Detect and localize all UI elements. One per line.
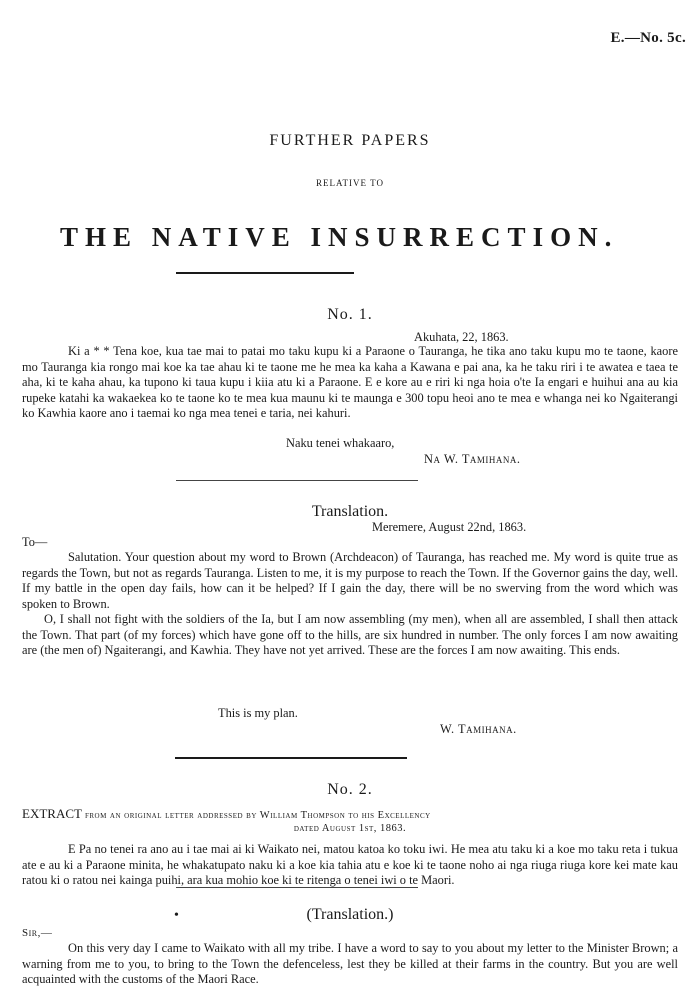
section2-heading: No. 2. bbox=[327, 781, 373, 798]
main-title: THE NATIVE INSURRECTION. bbox=[60, 222, 619, 252]
section2-maori-paragraph: E Pa no tenei ra ano au i tae mai ai ki Waikato nei, matou katoa ko toku iwi. He mea atu taku ki a koe mo taku reta i tukua ate e au ki a Paraone minita, he whakatupato naku ki a koe kia tahia atu e koe ki te taone noho ai nga riuga riuga kore kei mate kau ratou ki o ratou nei kainga puihi, ara kua mohio koe ki te ritenga o tenei iwi o te Maori. bbox=[22, 842, 678, 887]
section1-translation-text bbox=[22, 550, 678, 659]
section1-translation-plan: This is my plan. bbox=[218, 706, 298, 720]
section1-plan-line: Naku tenei whakaaro, bbox=[286, 436, 395, 450]
title-divider bbox=[176, 272, 354, 274]
heading-relative-to: RELATIVE TO bbox=[316, 178, 384, 188]
section2-divider bbox=[175, 757, 407, 759]
section2-translation-paragraph: On this very day I came to Waikato with all my tribe. I have a word to say to you about my letter to the Minister Brown; a warning from me to you, to bring to the Town the defenceless, lest they be killed at their farms in the country. But you are well acquainted with the customs of the Maori Race. bbox=[22, 941, 678, 986]
section1-heading: No. 1. bbox=[327, 306, 373, 323]
section1-date: Akuhata, 22, 1863. bbox=[414, 330, 509, 344]
section1-maori-paragraph: Ki a * * Tena koe, kua tae mai to patai mo taku kupu ki a Paraone o Tauranga, he tika ano taku kupu mo te taone, kaore mo Tauranga kia rongo mai koe ka tae ahau ki te taone me he mea ka kaha a Kawana e pai ana, ka he taku riri i te awatea e taea te aha, ki te kaha ahau, ka tupono ki taua kupu i kiia atu ki a Paraone. E e kore au e riri ki nga hoia o'te Ia engari e huihui ana au kia rupeke katahi ka wakaekea ko te taone ko te mea kua maunu ki te maunga e 300 topu heoi ano te mea e whanga nei ko Ngaiterangi ko Kawhia kaore ano i taemai ko nga mea tenei e taria, nei kahuri. bbox=[22, 344, 678, 420]
section1-translation-paragraph-1: Salutation. Your question about my word to Brown (Archdeacon) of Tauranga, has reached me. My word is quite true as regards the Town, but not as regards Tauranga. Listen to me, it is my purpose to reach the Town. If the Governor gains the day, well. If my battle in the open day fails, how can it be helped? If I gain the day, there will be no swerving from the word which was spoken to Brown. bbox=[22, 550, 678, 611]
section2-thin-divider bbox=[176, 887, 418, 888]
section1-translation-heading: Translation. bbox=[311, 503, 389, 520]
section2-extract-heading bbox=[22, 806, 678, 823]
section1-divider bbox=[176, 480, 418, 481]
section1-maori-text bbox=[22, 344, 678, 422]
section2-translation-heading: (Translation.) bbox=[306, 906, 394, 923]
section2-extract-date: dated August 1st, 1863. bbox=[293, 823, 407, 834]
document-reference: E.—No. 5c. bbox=[610, 30, 686, 46]
section1-signature: Na W. Tamihana. bbox=[424, 452, 521, 466]
section1-translation-signature: W. Tamihana. bbox=[440, 722, 517, 736]
section2-salutation: Sir,— bbox=[22, 927, 53, 939]
heading-further-papers: FURTHER PAPERS bbox=[269, 132, 431, 149]
section2-translation-text bbox=[22, 941, 678, 988]
section2-bullet: • bbox=[174, 908, 179, 923]
section1-translation-paragraph-2: O, I shall not fight with the soldiers of the Ia, but I am now assembling (my men), when all are assembled, I shall then attack the Town. That part (of my forces) which have gone off to the hills, are six hundred in number. The only forces I am now awaiting are (the men of) Ngaiterangi, and Kawhia. They have not yet arrived. These are the forces I am now awaiting. This ends. bbox=[22, 612, 678, 657]
section1-to-line: To— bbox=[22, 535, 48, 549]
section2-extract-rest: from an original letter addressed by William Thompson to his Excellency bbox=[84, 810, 431, 821]
section2-maori-text bbox=[22, 842, 678, 889]
section2-extract-lead: EXTRACT bbox=[22, 806, 82, 821]
section1-translation-date: Meremere, August 22nd, 1863. bbox=[372, 520, 527, 534]
